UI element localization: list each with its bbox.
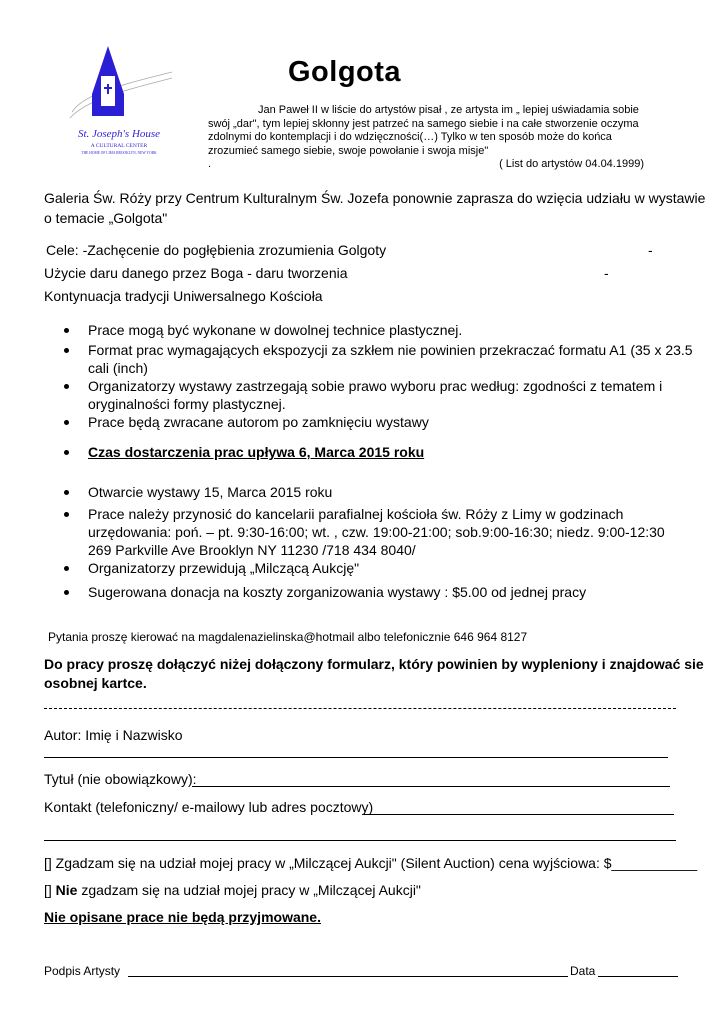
signature-label: Podpis Artysty — [44, 964, 121, 978]
bullet — [64, 328, 69, 333]
donation-info: Sugerowana donacja na koszty zorganizowania wystawy : $5.00 od jednej pracy — [88, 584, 587, 600]
title-label: Tytuł (nie obowiązkowy): — [44, 771, 197, 787]
author-label: Autor: Imię i Nazwisko — [44, 727, 183, 743]
rule-item: oryginalności formy plastycznej. — [88, 396, 286, 412]
intro-line: o temacie „Golgota" — [44, 210, 168, 226]
deadline: Czas dostarczenia prac upływa 6, Marca 2015 roku — [88, 444, 425, 460]
disagree-checkbox[interactable] — [44, 882, 421, 898]
bullet — [64, 348, 69, 353]
author-field[interactable] — [44, 757, 668, 758]
delivery-info: Prace należy przynosić do kancelarii parafialnej kościoła św. Róży z Limy w godzinach — [88, 506, 624, 522]
bullet — [64, 566, 69, 571]
agree-checkbox[interactable]: [] Zgadzam się na udział mojej pracy w „Milczącej Aukcji" (Silent Auction) cena wyjściowa: $___________ — [44, 855, 698, 871]
st-joseph-house-logo — [64, 44, 174, 162]
contact-field-extra[interactable] — [44, 840, 676, 841]
bullet — [64, 420, 69, 425]
goals-line: Użycie daru danego przez Boga - daru tworzenia — [44, 265, 348, 281]
intro-line: Galeria Św. Róży przy Centrum Kulturalnym Św. Jozefa ponownie zaprasza do wzięcia udziału w wystawie — [44, 190, 706, 206]
goals-dash: - — [648, 242, 653, 258]
bullet — [64, 384, 69, 389]
page-title: Golgota — [288, 56, 402, 88]
quote-block — [208, 104, 648, 172]
date-field[interactable] — [598, 976, 678, 977]
quote-source: ( List do artystów 04.04.1999) — [499, 158, 644, 171]
delivery-info: urzędowania: poń. – pt. 9:30-16:00; wt. , czw. 19:00-21:00; sob.9:00-16:30; niedz. 9:00-12:30 — [88, 524, 665, 540]
auction-info: Organizatorzy przewidują „Milczącą Aukcję" — [88, 560, 360, 576]
signature-field[interactable] — [128, 976, 568, 977]
goals-line: Kontynuacja tradycji Uniwersalnego Kościoła — [44, 288, 323, 304]
quote-line: Jan Paweł II w liście do artystów pisał , ze artysta im „ lepiej uświadamia sobie — [258, 104, 639, 116]
logo-name: St. Joseph's House — [77, 128, 161, 140]
checkbox-mark: [] — [44, 882, 52, 898]
goals-dash: - — [604, 265, 609, 281]
rule-item: Organizatorzy wystawy zastrzegają sobie prawo wyboru prac według: zgodności z tematem i — [88, 378, 663, 394]
quote-line: zdolnymi do kontemplacji i do wdzięczności(…) Tylko w ten sposób może do końca — [208, 131, 612, 144]
quote-line: swój „dar", tym lepiej skłonny jest patrzeć na samego siebie i na całe stworzenie oczyma — [208, 117, 639, 130]
rule-item: Prace mogą być wykonane w dowolnej technice plastycznej. — [88, 322, 463, 338]
rule-item: cali (inch) — [88, 360, 148, 376]
disagree-bold: Nie — [55, 882, 78, 898]
bullet — [64, 490, 69, 495]
form-note: osobnej kartce. — [44, 675, 147, 691]
warning-text: Nie opisane prace nie będą przyjmowane. — [44, 909, 321, 925]
contact-label: Kontakt (telefoniczny/ e-mailowy lub adres pocztowy) — [44, 799, 374, 815]
delivery-info: 269 Parkville Ave Brooklyn NY 11230 /718 434 8040/ — [88, 542, 416, 558]
quote-line: zrozumieć samego siebie, swoje powołanie i swoja misje" — [208, 144, 489, 157]
logo-address: THE HOME OF LIMA BROOKLYN, NEW YORK — [81, 151, 157, 155]
form-note: Do pracy proszę dołączyć niżej dołączony formularz, który powinien by wypleniony i znajdować sie — [44, 656, 704, 672]
bullet — [64, 450, 69, 455]
disagree-text: zgadzam się na udział mojej pracy w „Milczącej Aukcji" — [81, 882, 421, 898]
opening-info: Otwarcie wystawy 15, Marca 2015 roku — [88, 484, 333, 500]
logo-subtitle: A CULTURAL CENTER — [90, 143, 148, 149]
title-field[interactable] — [192, 786, 670, 787]
bullet — [64, 512, 69, 517]
cut-line — [44, 708, 676, 709]
contact-line: Pytania proszę kierować na magdalenazielinska@hotmail albo telefonicznie 646 964 8127 — [48, 630, 528, 644]
contact-field[interactable] — [364, 814, 674, 815]
goals-line: Cele: -Zachęcenie do pogłębienia zrozumienia Golgoty — [46, 242, 387, 258]
rule-item: Format prac wymagających ekspozycji za szkłem nie powinien przekraczać formatu A1 (35 x 23.5 — [88, 342, 693, 358]
date-label: Data — [570, 964, 596, 978]
bullet — [64, 590, 69, 595]
rule-item: Prace będą zwracane autorom po zamknięciu wystawy — [88, 414, 429, 430]
quote-dot: . — [208, 158, 212, 171]
